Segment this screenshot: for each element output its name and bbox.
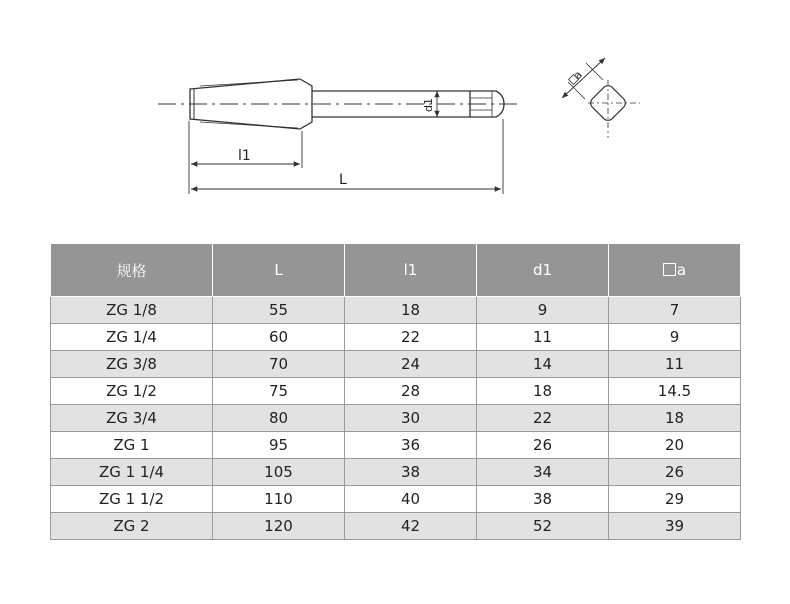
cell-a: 14.5 <box>609 378 741 405</box>
cell-size: ZG 2 <box>51 513 213 540</box>
cell-size: ZG 1 1/2 <box>51 486 213 513</box>
a-label: a <box>570 68 585 83</box>
tap-side-view <box>158 79 520 129</box>
cell-size: ZG 1 1/4 <box>51 459 213 486</box>
cell-l1: 24 <box>345 351 477 378</box>
table-row <box>51 432 741 459</box>
cell-size: ZG 1/4 <box>51 324 213 351</box>
cell-d1: 52 <box>477 513 609 540</box>
cell-l1: 18 <box>345 297 477 324</box>
cell-l1: 22 <box>345 324 477 351</box>
table-row <box>51 324 741 351</box>
cell-l1: 42 <box>345 513 477 540</box>
cell-d1: 22 <box>477 405 609 432</box>
header-size: 规格 <box>51 244 213 297</box>
table-row <box>51 513 741 540</box>
cell-a: 11 <box>609 351 741 378</box>
header-a-label: a <box>676 261 687 279</box>
spec-table <box>50 243 741 540</box>
cell-l1: 28 <box>345 378 477 405</box>
header-a <box>609 244 741 297</box>
table-row <box>51 297 741 324</box>
cell-size: ZG 3/4 <box>51 405 213 432</box>
cell-l1: 36 <box>345 432 477 459</box>
header-l1: l1 <box>345 244 477 297</box>
cell-L: 105 <box>213 459 345 486</box>
cell-size: ZG 3/8 <box>51 351 213 378</box>
cell-L: 70 <box>213 351 345 378</box>
l1-label: l1 <box>238 148 251 164</box>
L-label: L <box>339 172 347 188</box>
cell-a: 7 <box>609 297 741 324</box>
cell-d1: 38 <box>477 486 609 513</box>
cell-size: ZG 1/8 <box>51 297 213 324</box>
cell-l1: 30 <box>345 405 477 432</box>
cell-l1: 40 <box>345 486 477 513</box>
cell-a: 29 <box>609 486 741 513</box>
header-L: L <box>213 244 345 297</box>
table-row <box>51 351 741 378</box>
cell-L: 60 <box>213 324 345 351</box>
d1-dimension <box>422 91 437 117</box>
header-d1: d1 <box>477 244 609 297</box>
cell-size: ZG 1 <box>51 432 213 459</box>
cell-a: 20 <box>609 432 741 459</box>
cell-d1: 9 <box>477 297 609 324</box>
cell-d1: 14 <box>477 351 609 378</box>
table-row <box>51 459 741 486</box>
cell-a: 39 <box>609 513 741 540</box>
cell-L: 120 <box>213 513 345 540</box>
cell-a: 26 <box>609 459 741 486</box>
cell-d1: 18 <box>477 378 609 405</box>
table-row <box>51 405 741 432</box>
cell-L: 80 <box>213 405 345 432</box>
cell-L: 55 <box>213 297 345 324</box>
cell-d1: 26 <box>477 432 609 459</box>
cell-l1: 38 <box>345 459 477 486</box>
square-icon <box>663 263 676 276</box>
tap-technical-drawing <box>0 0 790 240</box>
cell-d1: 34 <box>477 459 609 486</box>
cell-a: 9 <box>609 324 741 351</box>
cell-a: 18 <box>609 405 741 432</box>
cell-L: 95 <box>213 432 345 459</box>
cell-size: ZG 1/2 <box>51 378 213 405</box>
table-row <box>51 378 741 405</box>
cell-d1: 11 <box>477 324 609 351</box>
table-row <box>51 486 741 513</box>
table-header-row <box>51 244 741 297</box>
d1-label: d1 <box>422 98 435 112</box>
cell-L: 110 <box>213 486 345 513</box>
cell-L: 75 <box>213 378 345 405</box>
